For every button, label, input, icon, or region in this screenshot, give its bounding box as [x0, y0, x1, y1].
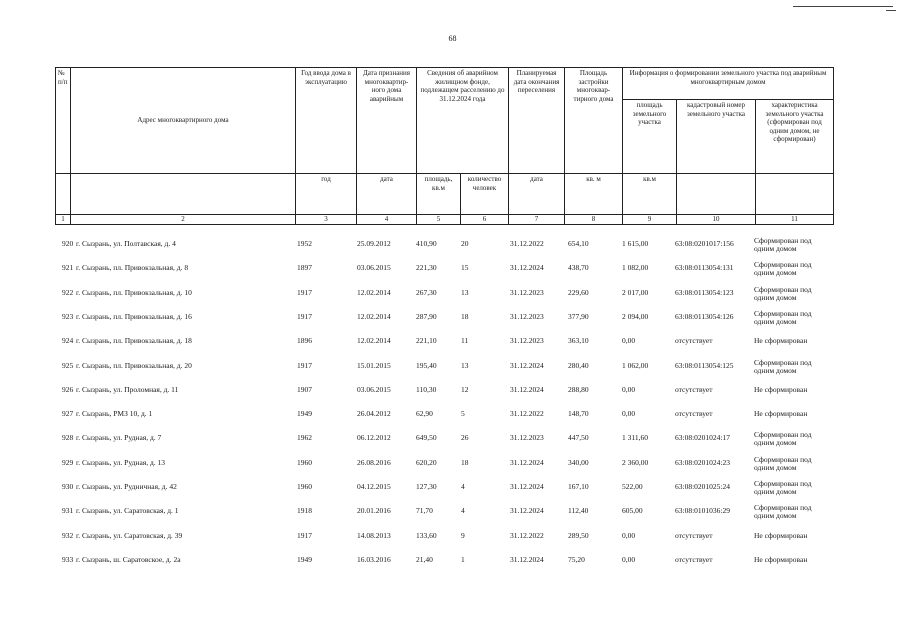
cell-built: 148,70 — [568, 409, 589, 418]
cell-built: 377,90 — [568, 312, 589, 321]
cell-area: 21,40 — [416, 555, 433, 564]
cell-address: г. Сызрань, ул. Рудная, д. 7 — [76, 433, 162, 442]
cell-planned: 31.12.2023 — [510, 288, 544, 297]
header-unit-date: дата — [357, 174, 417, 215]
cell-cadastral: 63:08:0201025:24 — [675, 482, 731, 491]
cell-year: 1917 — [297, 531, 312, 540]
cell-no: 929 — [62, 458, 74, 467]
col-number: 6 — [461, 215, 509, 225]
cell-status: Сформирован под одним домом — [754, 285, 812, 302]
cell-status: Сформирован под одним домом — [754, 479, 812, 496]
cell-area: 287,90 — [416, 312, 437, 321]
cell-status: Сформирован под одним домом — [754, 503, 812, 520]
header-unit-people: количество человек — [461, 174, 509, 215]
cell-date: 12.02.2014 — [357, 336, 391, 345]
header-col-address: Адрес многоквартирного дома — [71, 68, 296, 174]
cell-area: 62,90 — [416, 409, 433, 418]
cell-no: 933 — [62, 555, 74, 564]
cell-planned: 31.12.2024 — [510, 263, 544, 272]
cell-date: 03.06.2015 — [357, 385, 391, 394]
cell-people: 4 — [461, 482, 465, 491]
cell-cadastral: 63:08:0201024:23 — [675, 458, 731, 467]
cell-built: 280,40 — [568, 361, 589, 370]
cell-built: 654,10 — [568, 239, 589, 248]
cell-people: 26 — [461, 433, 469, 442]
col-number: 4 — [357, 215, 417, 225]
cell-cadastral: отсутствует — [675, 531, 713, 540]
cell-cadastral: 63:08:0201017:156 — [675, 239, 734, 248]
cell-people: 18 — [461, 458, 469, 467]
cell-planned: 31.12.2023 — [510, 312, 544, 321]
cell-people: 20 — [461, 239, 469, 248]
cell-people: 13 — [461, 288, 469, 297]
cell-no: 927 — [62, 409, 74, 418]
cell-planned: 31.12.2022 — [510, 531, 544, 540]
col-number: 11 — [756, 215, 834, 225]
cell-year: 1949 — [297, 555, 312, 564]
page-number: 68 — [448, 34, 457, 43]
col-number: 8 — [565, 215, 623, 225]
cell-address: г. Сызрань, ул. Проломная, д. 11 — [76, 385, 179, 394]
cell-address: г. Сызрань, ш. Саратовское, д. 2а — [76, 555, 181, 564]
cell-year: 1896 — [297, 336, 312, 345]
cell-planned: 31.12.2024 — [510, 506, 544, 515]
cell-address: г. Сызрань, РМЗ 10, д. 1 — [76, 409, 153, 418]
cell-address: г. Сызрань, ул. Саратовская, д. 1 — [76, 506, 179, 515]
cell-area: 110,30 — [416, 385, 437, 394]
cell-no: 921 — [62, 263, 74, 272]
cell-address: г. Сызрань, пл. Привокзальная, д. 16 — [76, 312, 192, 321]
cell-date: 25.09.2012 — [357, 239, 391, 248]
cell-year: 1917 — [297, 288, 312, 297]
cell-no: 922 — [62, 288, 74, 297]
cell-status: Не сформирован — [754, 555, 808, 564]
cell-area: 410,90 — [416, 239, 437, 248]
header-unit-year: год — [296, 174, 357, 215]
cell-area: 267,30 — [416, 288, 437, 297]
header-col-land-area: площадь земельного участка — [623, 100, 677, 174]
cell-year: 1918 — [297, 506, 312, 515]
header-col-planned: Планируемая дата окончания переселения — [509, 68, 565, 174]
col-number: 1 — [56, 215, 71, 225]
cell-date: 14.08.2013 — [357, 531, 391, 540]
header-unit-planned-date: дата — [509, 174, 565, 215]
header-col-land-char: характеристика земельного участка (сформирован под одним домом, не сформирован) — [756, 100, 834, 174]
cell-area: 71,70 — [416, 506, 433, 515]
cell-cadastral: 63:08:0113054:125 — [675, 361, 734, 370]
cell-land-area: 2 094,00 — [622, 312, 649, 321]
cell-planned: 31.12.2024 — [510, 482, 544, 491]
cell-no: 923 — [62, 312, 74, 321]
cell-land-area: 0,00 — [622, 531, 636, 540]
cell-area: 221,30 — [416, 263, 437, 272]
cell-address: г. Сызрань, ул. Рудная, д. 13 — [76, 458, 166, 467]
cell-date: 06.12.2012 — [357, 433, 391, 442]
col-number: 2 — [71, 215, 296, 225]
cell-built: 289,50 — [568, 531, 589, 540]
cell-address: г. Сызрань, ул. Полтавская, д. 4 — [76, 239, 176, 248]
cell-people: 5 — [461, 409, 465, 418]
cell-date: 26.04.2012 — [357, 409, 391, 418]
cell-status: Сформирован под одним домом — [754, 236, 812, 253]
cell-land-area: 0,00 — [622, 385, 636, 394]
cell-status: Сформирован под одним домом — [754, 309, 812, 326]
cell-no: 925 — [62, 361, 74, 370]
table-header — [55, 67, 834, 225]
cell-date: 20.01.2016 — [357, 506, 391, 515]
cell-no: 924 — [62, 336, 74, 345]
cell-built: 447,50 — [568, 433, 589, 442]
cell-planned: 31.12.2024 — [510, 385, 544, 394]
cell-date: 12.02.2014 — [357, 312, 391, 321]
cell-no: 931 — [62, 506, 74, 515]
cell-status: Не сформирован — [754, 385, 808, 394]
col-number: 3 — [296, 215, 357, 225]
cell-date: 12.02.2014 — [357, 288, 391, 297]
header-col-recognition: Дата признания многоквартир-ного дома аварийным — [357, 68, 417, 174]
cell-address: г. Сызрань, ул. Рудничная, д. 42 — [76, 482, 177, 491]
header-col-cadastral: кадастровый номер земельного участка — [677, 100, 756, 174]
cell-area: 221,10 — [416, 336, 437, 345]
scan-artifact — [886, 10, 896, 11]
cell-land-area: 0,00 — [622, 409, 636, 418]
cell-cadastral: отсутствует — [675, 385, 713, 394]
cell-year: 1960 — [297, 458, 312, 467]
cell-land-area: 2 360,00 — [622, 458, 649, 467]
cell-status: Не сформирован — [754, 409, 808, 418]
col-number: 7 — [509, 215, 565, 225]
cell-people: 9 — [461, 531, 465, 540]
cell-area: 649,50 — [416, 433, 437, 442]
cell-date: 26.08.2016 — [357, 458, 391, 467]
cell-people: 13 — [461, 361, 469, 370]
cell-year: 1949 — [297, 409, 312, 418]
cell-built: 167,10 — [568, 482, 589, 491]
cell-no: 926 — [62, 385, 74, 394]
scan-artifact — [793, 6, 893, 7]
cell-cadastral: отсутствует — [675, 555, 713, 564]
cell-year: 1917 — [297, 312, 312, 321]
cell-area: 195,40 — [416, 361, 437, 370]
cell-land-area: 0,00 — [622, 555, 636, 564]
cell-address: г. Сызрань, пл. Привокзальная, д. 20 — [76, 361, 192, 370]
cell-date: 15.01.2015 — [357, 361, 391, 370]
cell-status: Сформирован под одним домом — [754, 430, 812, 447]
cell-area: 620,20 — [416, 458, 437, 467]
cell-land-area: 2 017,00 — [622, 288, 649, 297]
cell-planned: 31.12.2022 — [510, 409, 544, 418]
cell-address: г. Сызрань, пл. Привокзальная, д. 10 — [76, 288, 192, 297]
cell-status: Сформирован под одним домом — [754, 260, 812, 277]
cell-area: 127,30 — [416, 482, 437, 491]
cell-cadastral: отсутствует — [675, 409, 713, 418]
cell-built: 288,80 — [568, 385, 589, 394]
cell-cadastral: 63:08:0101036:29 — [675, 506, 731, 515]
cell-date: 03.06.2015 — [357, 263, 391, 272]
cell-people: 18 — [461, 312, 469, 321]
cell-no: 928 — [62, 433, 74, 442]
cell-cadastral: 63:08:0113054:126 — [675, 312, 734, 321]
header-col-built-area: Площадь застройки многоквар-тирного дома — [565, 68, 623, 174]
cell-cadastral: 63:08:0113054:123 — [675, 288, 734, 297]
col-number: 10 — [677, 215, 756, 225]
header-col-emergency-group: Сведения об аварийном жилищном фонде, подлежащем расселению до 31.12.2024 года — [417, 68, 509, 174]
cell-no: 930 — [62, 482, 74, 491]
cell-planned: 31.12.2024 — [510, 361, 544, 370]
cell-land-area: 605,00 — [622, 506, 643, 515]
cell-date: 16.03.2016 — [357, 555, 391, 564]
cell-cadastral: 63:08:0201024:17 — [675, 433, 731, 442]
cell-planned: 31.12.2024 — [510, 555, 544, 564]
cell-land-area: 1 062,00 — [622, 361, 649, 370]
cell-status: Сформирован под одним домом — [754, 455, 812, 472]
cell-people: 11 — [461, 336, 469, 345]
cell-land-area: 1 615,00 — [622, 239, 649, 248]
cell-built: 363,10 — [568, 336, 589, 345]
cell-status: Не сформирован — [754, 531, 808, 540]
cell-planned: 31.12.2023 — [510, 433, 544, 442]
cell-planned: 31.12.2022 — [510, 239, 544, 248]
cell-year: 1897 — [297, 263, 312, 272]
header-col-no: № п/п — [56, 68, 71, 174]
cell-people: 15 — [461, 263, 469, 272]
cell-land-area: 522,00 — [622, 482, 643, 491]
cell-planned: 31.12.2023 — [510, 336, 544, 345]
col-number: 5 — [417, 215, 461, 225]
cell-people: 12 — [461, 385, 469, 394]
header-unit-sqm2: кв.м — [623, 174, 677, 215]
cell-built: 438,70 — [568, 263, 589, 272]
cell-built: 340,00 — [568, 458, 589, 467]
col-number: 9 — [623, 215, 677, 225]
cell-planned: 31.12.2024 — [510, 458, 544, 467]
cell-area: 133,60 — [416, 531, 437, 540]
cell-year: 1960 — [297, 482, 312, 491]
cell-address: г. Сызрань, ул. Саратовская, д. 39 — [76, 531, 183, 540]
cell-built: 229,60 — [568, 288, 589, 297]
cell-year: 1907 — [297, 385, 312, 394]
cell-no: 932 — [62, 531, 74, 540]
cell-no: 920 — [62, 239, 74, 248]
cell-year: 1962 — [297, 433, 312, 442]
cell-built: 112,40 — [568, 506, 589, 515]
header-col-year: Год ввода дома в эксплуатацию — [296, 68, 357, 174]
header-col-land-group: Информация о формировании земельного участка под аварийным многоквартирным домом — [623, 68, 834, 100]
cell-people: 1 — [461, 555, 465, 564]
cell-address: г. Сызрань, пл. Привокзальная, д. 8 — [76, 263, 189, 272]
header-unit-area: площадь, кв.м — [417, 174, 461, 215]
cell-address: г. Сызрань, пл. Привокзальная, д. 18 — [76, 336, 192, 345]
cell-status: Сформирован под одним домом — [754, 358, 812, 375]
cell-cadastral: 63:08:0113054:131 — [675, 263, 734, 272]
cell-cadastral: отсутствует — [675, 336, 713, 345]
cell-land-area: 1 082,00 — [622, 263, 649, 272]
cell-built: 75,20 — [568, 555, 585, 564]
cell-land-area: 1 311,60 — [622, 433, 648, 442]
cell-date: 04.12.2015 — [357, 482, 391, 491]
cell-land-area: 0,00 — [622, 336, 636, 345]
cell-status: Не сформирован — [754, 336, 808, 345]
cell-year: 1952 — [297, 239, 312, 248]
cell-year: 1917 — [297, 361, 312, 370]
header-unit-sqm: кв. м — [565, 174, 623, 215]
cell-people: 4 — [461, 506, 465, 515]
